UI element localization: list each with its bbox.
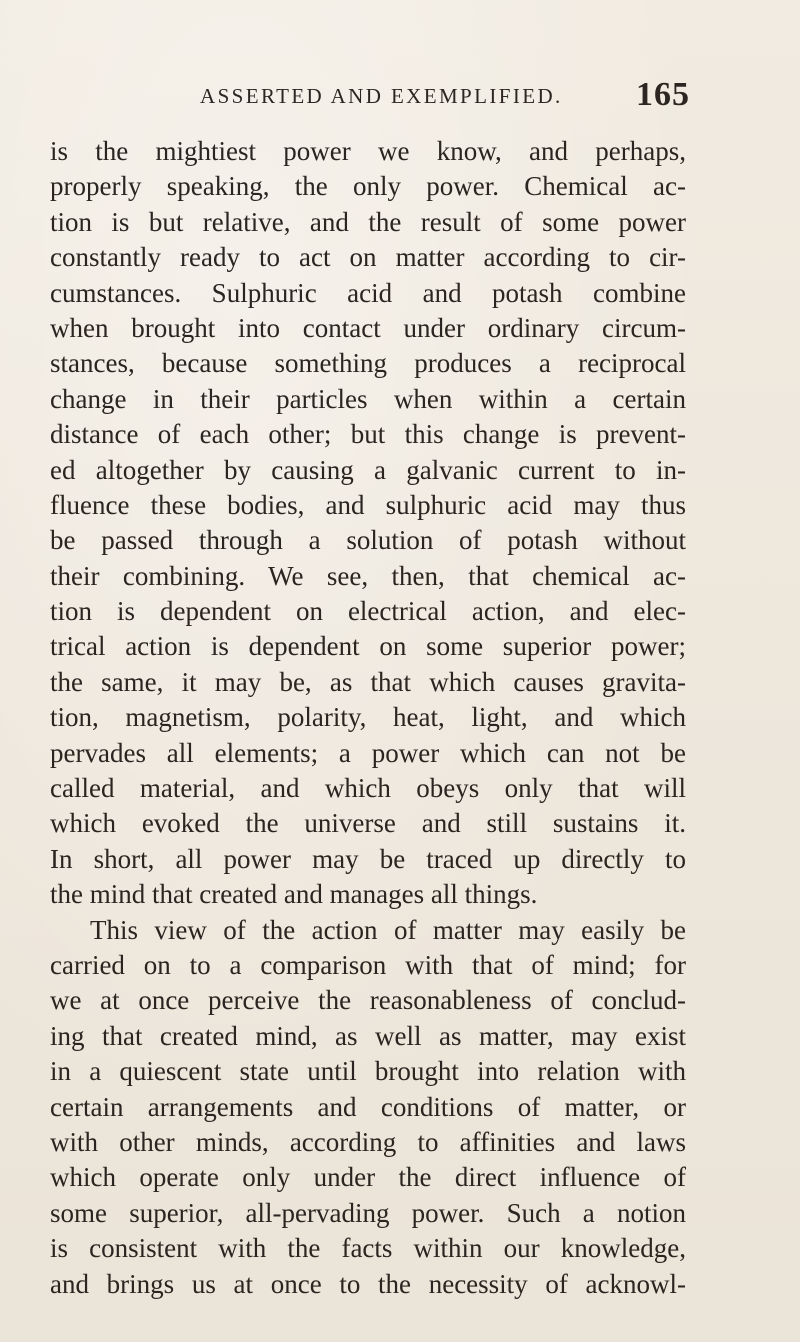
text-line: the same, it may be, as that which causes gravita- (50, 666, 686, 697)
text-line: be passed through a solution of potash without (50, 525, 686, 556)
text-line: In short, all power may be traced up directly to (50, 843, 686, 874)
text-line: when brought into contact under ordinary circum- (50, 312, 686, 343)
text-line: ed altogether by causing a galvanic current to in- (50, 454, 686, 485)
running-title: ASSERTED AND EXEMPLIFIED. (200, 84, 563, 108)
text-line: with other minds, according to affinities and laws (50, 1126, 686, 1157)
page-number: 165 (636, 76, 690, 113)
text-line: called material, and which obeys only that will (50, 773, 686, 804)
text-line: their combining. We see, then, that chemical ac- (50, 560, 686, 591)
text-line: certain arrangements and conditions of matter, or (50, 1091, 686, 1122)
text-line: cumstances. Sulphuric acid and potash combine (50, 277, 686, 308)
text-line: tion is but relative, and the result of some power (50, 206, 686, 237)
body-text (50, 134, 686, 1302)
text-line: some superior, all-pervading power. Such a notion (50, 1197, 686, 1228)
text-line: properly speaking, the only power. Chemical ac- (50, 171, 686, 202)
text-line: pervades all elements; a power which can not be (50, 737, 686, 768)
running-head (110, 78, 690, 112)
text-line: we at once perceive the reasonableness of conclud- (50, 985, 686, 1016)
text-line: tion, magnetism, polarity, heat, light, and which (50, 702, 686, 733)
text-line: is the mightiest power we know, and perhaps, (50, 136, 686, 166)
text-line: and brings us at once to the necessity of acknowl- (50, 1268, 686, 1299)
text-line: is consistent with the facts within our knowledge, (50, 1233, 686, 1264)
text-line: trical action is dependent on some superior power; (50, 631, 686, 662)
text-line: stances, because something produces a reciprocal (50, 348, 686, 379)
text-line: the mind that created and manages all things. (50, 879, 538, 910)
text-line: which operate only under the direct influence of (50, 1162, 686, 1193)
text-line: in a quiescent state until brought into relation with (50, 1056, 686, 1087)
text-line: carried on to a comparison with that of mind; for (50, 949, 686, 980)
text-line: ing that created mind, as well as matter, may exist (50, 1020, 686, 1051)
text-line: which evoked the universe and still sustains it. (50, 808, 686, 839)
text-line: tion is dependent on electrical action, and elec- (50, 596, 686, 627)
text-line: fluence these bodies, and sulphuric acid may thus (50, 489, 686, 520)
text-line: change in their particles when within a certain (50, 383, 686, 414)
text-line: This view of the action of matter may easily be (90, 914, 686, 945)
text-line: constantly ready to act on matter according to cir- (50, 242, 686, 273)
text-line: distance of each other; but this change is prevent- (50, 419, 686, 450)
